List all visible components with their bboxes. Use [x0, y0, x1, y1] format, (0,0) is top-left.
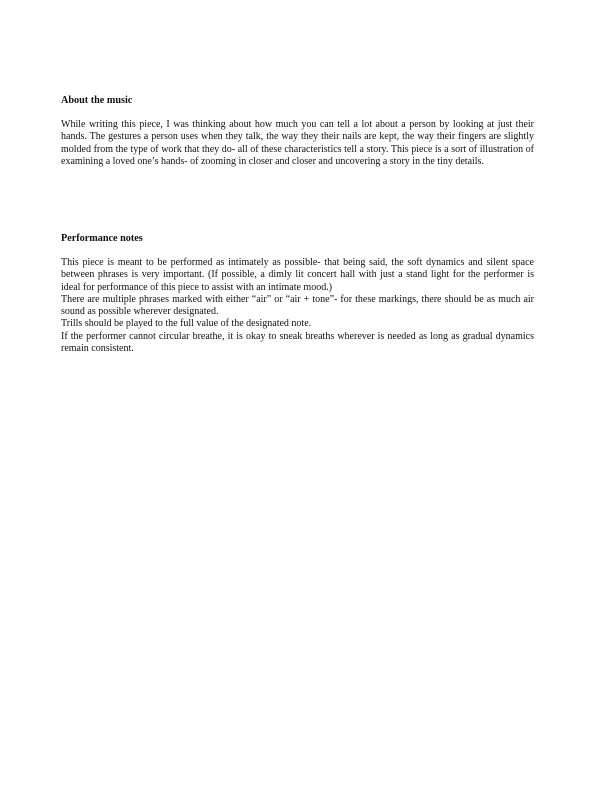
about-heading: About the music: [61, 95, 133, 106]
performance-heading: Performance notes: [61, 233, 143, 244]
about-paragraph: While writing this piece, I was thinking about how much you can tell a lot about a person by looking at just their hands. The gestures a person uses when they talk, the way they their nails are kept, the way their fingers are slightly molded from the type of work that they do- all of these characteristics tell a story. This piece is a sort of illustration of examining a loved one’s hands- of zooming in closer and closer and uncovering a story in the tiny details.: [61, 119, 534, 167]
performance-paragraph-air: There are multiple phrases marked with either “air” or “air + tone”- for these markings, there should be as much air sound as possible wherever designated.: [61, 293, 534, 318]
performance-paragraph-breathing: If the performer cannot circular breathe, it is okay to sneak breaths wherever is needed as long as gradual dynamics remain consistent.: [61, 330, 534, 355]
performance-notes-body: [61, 257, 534, 355]
performance-paragraph-intimacy: This piece is meant to be performed as intimately as possible- that being said, the soft dynamics and silent space between phrases is very important. (If possible, a dimly lit concert hall with just a stand light for the performer is ideal for performance of this piece to assist with an intimate mood.): [61, 257, 534, 293]
performance-paragraph-trills: Trills should be played to the full value of the designated note.: [61, 318, 312, 330]
